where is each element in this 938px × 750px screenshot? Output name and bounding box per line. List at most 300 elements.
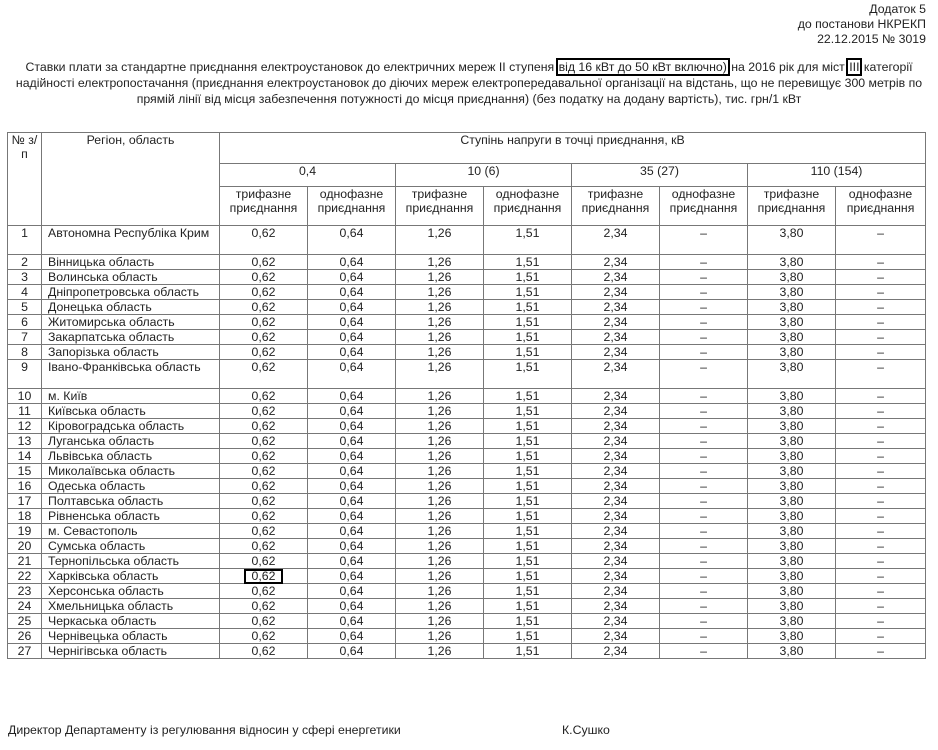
rate-cell: – — [836, 599, 926, 614]
rate-cell: – — [660, 464, 748, 479]
rate-cell: – — [660, 449, 748, 464]
rate-cell: – — [836, 464, 926, 479]
header-three-phase: трифазне приєднання — [572, 187, 660, 226]
rate-cell: 1,51 — [484, 434, 572, 449]
row-region: Чернівецька область — [42, 629, 220, 644]
rate-cell: 1,51 — [484, 614, 572, 629]
rate-cell: 2,34 — [572, 270, 660, 285]
row-number: 17 — [8, 494, 42, 509]
table-row — [8, 539, 926, 554]
rate-cell: – — [836, 345, 926, 360]
rate-cell: 1,26 — [396, 449, 484, 464]
rate-cell: 1,26 — [396, 360, 484, 389]
rate-cell: – — [836, 285, 926, 300]
rate-cell: 1,51 — [484, 270, 572, 285]
rate-cell: 1,51 — [484, 404, 572, 419]
rate-cell: – — [660, 389, 748, 404]
rate-cell: 0,62 — [220, 345, 308, 360]
rate-cell: 2,34 — [572, 599, 660, 614]
appendix-reference — [798, 2, 926, 47]
rate-cell: 1,26 — [396, 434, 484, 449]
rate-cell: 1,51 — [484, 449, 572, 464]
rate-cell: – — [836, 270, 926, 285]
row-number: 10 — [8, 389, 42, 404]
rate-cell: 1,26 — [396, 584, 484, 599]
rate-cell: 0,62 — [220, 285, 308, 300]
rate-cell: 1,51 — [484, 285, 572, 300]
row-number: 5 — [8, 300, 42, 315]
table-row — [8, 434, 926, 449]
rate-cell: – — [660, 404, 748, 419]
rate-cell: 0,64 — [308, 330, 396, 345]
header-region: Регіон, область — [42, 133, 220, 226]
rate-cell: 2,34 — [572, 360, 660, 389]
row-region: Одеська область — [42, 479, 220, 494]
header-voltage-35: 35 (27) — [572, 164, 748, 187]
rate-cell: – — [660, 614, 748, 629]
rate-cell: – — [836, 434, 926, 449]
rate-cell: 0,62 — [220, 389, 308, 404]
signatory-position: Директор Департаменту із регулювання відносин у сфері енергетики — [8, 723, 401, 737]
row-number: 14 — [8, 449, 42, 464]
rate-cell: 1,26 — [396, 255, 484, 270]
rate-cell: 1,51 — [484, 569, 572, 584]
rate-cell: 0,64 — [308, 255, 396, 270]
rate-cell: 3,80 — [748, 479, 836, 494]
rate-cell: – — [660, 494, 748, 509]
rate-cell — [220, 569, 308, 584]
rate-cell: 1,26 — [396, 554, 484, 569]
rate-cell: – — [660, 524, 748, 539]
rate-cell: – — [836, 479, 926, 494]
rate-cell: 0,64 — [308, 644, 396, 659]
rate-cell: 0,62 — [220, 629, 308, 644]
rate-cell: – — [836, 539, 926, 554]
row-region: Київська область — [42, 404, 220, 419]
row-region: Автономна Республіка Крим — [42, 226, 220, 255]
rate-cell: 0,64 — [308, 584, 396, 599]
rate-cell: 1,51 — [484, 644, 572, 659]
table-row — [8, 360, 926, 389]
rate-cell: 0,64 — [308, 419, 396, 434]
row-region: Полтавська область — [42, 494, 220, 509]
rate-cell: 0,62 — [220, 419, 308, 434]
rate-cell: 0,62 — [220, 644, 308, 659]
row-region: Сумська область — [42, 539, 220, 554]
rate-cell: 1,26 — [396, 389, 484, 404]
rate-cell: 0,62 — [220, 584, 308, 599]
row-number: 12 — [8, 419, 42, 434]
row-number: 13 — [8, 434, 42, 449]
row-region: Херсонська область — [42, 584, 220, 599]
rate-cell: 1,26 — [396, 419, 484, 434]
appendix-date: 22.12.2015 № 3019 — [817, 32, 926, 46]
rate-cell: 1,51 — [484, 524, 572, 539]
rate-cell: – — [660, 509, 748, 524]
rate-cell: 3,80 — [748, 629, 836, 644]
power-range-highlight: від 16 кВт до 50 кВт включно) — [558, 60, 727, 74]
rate-cell: 3,80 — [748, 315, 836, 330]
rate-cell: 3,80 — [748, 226, 836, 255]
caption-part-3: категорії надійності електропостачання (приєднання електроустановок до діючих мереж електропередавальної організації на відстань, що не перевищує 300 метрів по прямій лінії від місця забезпечення потужності до місця приєднання) (без податку на додану вартість), тис. грн/1 кВт — [15, 60, 923, 106]
rate-cell: 1,51 — [484, 629, 572, 644]
rate-cell: – — [836, 315, 926, 330]
rate-cell: – — [836, 389, 926, 404]
rate-cell: 0,62 — [220, 614, 308, 629]
rate-cell: 3,80 — [748, 614, 836, 629]
rate-cell: 1,26 — [396, 599, 484, 614]
caption-part-1: Ставки плати за стандартне приєднання електроустановок до електричних мереж ІІ ступеня — [25, 60, 558, 74]
rate-cell: 0,64 — [308, 300, 396, 315]
rate-cell: 1,26 — [396, 315, 484, 330]
rate-cell: 1,51 — [484, 389, 572, 404]
rate-cell: 1,26 — [396, 629, 484, 644]
row-region: Миколаївська область — [42, 464, 220, 479]
rate-cell: 0,64 — [308, 345, 396, 360]
header-voltage-110: 110 (154) — [748, 164, 926, 187]
rate-cell: 1,26 — [396, 300, 484, 315]
rate-cell: 0,64 — [308, 315, 396, 330]
rate-cell: 1,51 — [484, 330, 572, 345]
rate-cell: 3,80 — [748, 419, 836, 434]
table-row — [8, 389, 926, 404]
rate-cell: 1,26 — [396, 644, 484, 659]
rate-cell: – — [660, 539, 748, 554]
header-single-phase: однофазне приєднання — [484, 187, 572, 226]
rate-cell: 1,26 — [396, 539, 484, 554]
row-number: 6 — [8, 315, 42, 330]
table-row — [8, 315, 926, 330]
rate-cell: 3,80 — [748, 449, 836, 464]
rate-cell: 0,64 — [308, 539, 396, 554]
rate-cell: 2,34 — [572, 419, 660, 434]
rate-cell: – — [660, 226, 748, 255]
row-number: 23 — [8, 584, 42, 599]
rate-cell: 1,51 — [484, 584, 572, 599]
header-voltage-0-4: 0,4 — [220, 164, 396, 187]
rate-cell: 1,26 — [396, 614, 484, 629]
rate-cell: 1,26 — [396, 285, 484, 300]
rate-cell: 3,80 — [748, 404, 836, 419]
rate-cell: 2,34 — [572, 539, 660, 554]
rate-cell: – — [836, 255, 926, 270]
rate-cell: 3,80 — [748, 599, 836, 614]
rate-cell: 2,34 — [572, 285, 660, 300]
rate-cell: 1,26 — [396, 479, 484, 494]
rate-cell: 2,34 — [572, 315, 660, 330]
rate-cell: – — [836, 644, 926, 659]
rate-cell: 1,26 — [396, 494, 484, 509]
rate-cell: – — [660, 330, 748, 345]
rate-cell: 0,64 — [308, 285, 396, 300]
rate-cell: 3,80 — [748, 255, 836, 270]
rate-cell: – — [660, 584, 748, 599]
table-row — [8, 614, 926, 629]
rate-cell: 0,62 — [220, 449, 308, 464]
rate-cell: – — [836, 300, 926, 315]
rate-cell: 0,64 — [308, 270, 396, 285]
rate-cell: 1,51 — [484, 509, 572, 524]
rate-cell: 0,64 — [308, 629, 396, 644]
row-number: 3 — [8, 270, 42, 285]
rate-cell: – — [836, 584, 926, 599]
rate-cell: 1,51 — [484, 255, 572, 270]
rate-cell: – — [660, 419, 748, 434]
rate-cell: – — [660, 554, 748, 569]
rate-cell: – — [660, 360, 748, 389]
rate-cell: 3,80 — [748, 389, 836, 404]
rate-cell: 1,51 — [484, 479, 572, 494]
row-number: 11 — [8, 404, 42, 419]
rate-cell: 0,64 — [308, 389, 396, 404]
rate-cell: 0,62 — [220, 509, 308, 524]
table-row — [8, 285, 926, 300]
rate-cell: 0,62 — [220, 315, 308, 330]
document-caption — [8, 59, 930, 107]
rate-cell: 2,34 — [572, 524, 660, 539]
row-number: 1 — [8, 226, 42, 255]
rate-cell: 2,34 — [572, 449, 660, 464]
table-row — [8, 464, 926, 479]
row-number: 25 — [8, 614, 42, 629]
row-number: 8 — [8, 345, 42, 360]
rate-cell: 1,26 — [396, 330, 484, 345]
row-region: Дніпропетровська область — [42, 285, 220, 300]
header-voltage: Ступінь напруги в точці приєднання, кВ — [220, 133, 926, 164]
rate-cell: 1,26 — [396, 509, 484, 524]
row-number: 18 — [8, 509, 42, 524]
rate-cell: – — [836, 419, 926, 434]
row-number: 24 — [8, 599, 42, 614]
table-row — [8, 255, 926, 270]
rate-cell: 0,64 — [308, 554, 396, 569]
tariff-table — [7, 132, 926, 659]
row-region: Житомирська область — [42, 315, 220, 330]
row-region: Чернігівська область — [42, 644, 220, 659]
rate-cell: 2,34 — [572, 494, 660, 509]
rate-cell: 0,62 — [220, 524, 308, 539]
row-region: Кіровоградська область — [42, 419, 220, 434]
rate-cell: 3,80 — [748, 644, 836, 659]
header-three-phase: трифазне приєднання — [748, 187, 836, 226]
table-row — [8, 226, 926, 255]
header-single-phase: однофазне приєднання — [660, 187, 748, 226]
rate-cell: 0,62 — [220, 494, 308, 509]
rate-cell: 2,34 — [572, 226, 660, 255]
table-row — [8, 644, 926, 659]
rate-cell: 0,64 — [308, 434, 396, 449]
rate-cell: 3,80 — [748, 584, 836, 599]
row-region: Черкаська область — [42, 614, 220, 629]
rate-cell: 1,26 — [396, 569, 484, 584]
table-row — [8, 629, 926, 644]
row-region: Івано-Франківська область — [42, 360, 220, 389]
header-number: № з/п — [8, 133, 42, 226]
row-region: Рівненська область — [42, 509, 220, 524]
rate-cell: 1,51 — [484, 419, 572, 434]
signatory-name: К.Сушко — [562, 723, 610, 737]
rate-cell: – — [836, 569, 926, 584]
rate-cell: 2,34 — [572, 509, 660, 524]
highlighted-rate: 0,62 — [246, 571, 282, 582]
rate-cell: 1,51 — [484, 360, 572, 389]
row-number: 2 — [8, 255, 42, 270]
rate-cell: 3,80 — [748, 345, 836, 360]
rate-cell: 0,62 — [220, 300, 308, 315]
row-region: Донецька область — [42, 300, 220, 315]
table-row — [8, 330, 926, 345]
category-highlight: ІІІ — [849, 60, 860, 74]
row-number: 15 — [8, 464, 42, 479]
rate-cell: 2,34 — [572, 644, 660, 659]
row-region: Волинська область — [42, 270, 220, 285]
rate-cell: 1,26 — [396, 464, 484, 479]
table-row — [8, 584, 926, 599]
row-region: Львівська область — [42, 449, 220, 464]
rate-cell: – — [836, 449, 926, 464]
rate-cell: 3,80 — [748, 270, 836, 285]
rate-cell: 2,34 — [572, 614, 660, 629]
rate-cell: 0,62 — [220, 404, 308, 419]
rate-cell: 0,64 — [308, 464, 396, 479]
rate-cell: – — [660, 285, 748, 300]
rate-cell: – — [836, 226, 926, 255]
rate-cell: 1,51 — [484, 315, 572, 330]
rate-cell: 0,64 — [308, 524, 396, 539]
rate-cell: – — [836, 614, 926, 629]
row-number: 16 — [8, 479, 42, 494]
rate-cell: 2,34 — [572, 300, 660, 315]
row-number: 26 — [8, 629, 42, 644]
rate-cell: 0,64 — [308, 404, 396, 419]
rate-cell: 0,64 — [308, 569, 396, 584]
rate-cell: 1,51 — [484, 464, 572, 479]
table-row — [8, 524, 926, 539]
rate-cell: 0,64 — [308, 509, 396, 524]
rate-cell: 3,80 — [748, 539, 836, 554]
rate-cell: 1,51 — [484, 345, 572, 360]
rate-cell: – — [660, 479, 748, 494]
rate-cell: – — [836, 494, 926, 509]
table-row — [8, 419, 926, 434]
row-number: 9 — [8, 360, 42, 389]
rate-cell: – — [660, 345, 748, 360]
rate-cell: – — [660, 255, 748, 270]
rate-cell: 0,64 — [308, 449, 396, 464]
table-row — [8, 345, 926, 360]
rate-cell: 0,62 — [220, 270, 308, 285]
table-row — [8, 599, 926, 614]
rate-cell: – — [660, 629, 748, 644]
rate-cell: – — [660, 315, 748, 330]
rate-cell: 3,80 — [748, 360, 836, 389]
appendix-number: Додаток 5 — [869, 2, 926, 16]
rate-cell: 1,51 — [484, 300, 572, 315]
rate-cell: 0,64 — [308, 360, 396, 389]
rate-cell: – — [836, 554, 926, 569]
rate-cell: 1,51 — [484, 554, 572, 569]
table-row — [8, 270, 926, 285]
table-row — [8, 509, 926, 524]
rate-cell: 1,51 — [484, 539, 572, 554]
rate-cell: 3,80 — [748, 464, 836, 479]
rate-cell: – — [836, 509, 926, 524]
row-region: Тернопільська область — [42, 554, 220, 569]
row-region: Запорізька область — [42, 345, 220, 360]
rate-cell: 0,62 — [220, 226, 308, 255]
rate-cell: 2,34 — [572, 404, 660, 419]
table-row — [8, 404, 926, 419]
rate-cell: 0,62 — [220, 554, 308, 569]
row-region: Закарпатська область — [42, 330, 220, 345]
row-number: 7 — [8, 330, 42, 345]
rate-cell: 2,34 — [572, 330, 660, 345]
rate-cell: – — [836, 330, 926, 345]
rate-cell: 2,34 — [572, 389, 660, 404]
rate-cell: 3,80 — [748, 509, 836, 524]
rate-cell: 1,26 — [396, 345, 484, 360]
rate-cell: 0,62 — [220, 330, 308, 345]
rate-cell: – — [836, 629, 926, 644]
row-number: 19 — [8, 524, 42, 539]
rate-cell: 1,26 — [396, 226, 484, 255]
rate-cell: – — [836, 404, 926, 419]
rate-cell: 0,64 — [308, 226, 396, 255]
rate-cell: 0,62 — [220, 479, 308, 494]
appendix-resolution: до постанови НКРЕКП — [797, 17, 926, 31]
rate-cell: 1,51 — [484, 226, 572, 255]
table-row — [8, 449, 926, 464]
rate-cell: 2,34 — [572, 464, 660, 479]
table-row — [8, 479, 926, 494]
rate-cell: 0,64 — [308, 599, 396, 614]
rate-cell: – — [836, 524, 926, 539]
rate-cell: 3,80 — [748, 434, 836, 449]
rate-cell: 2,34 — [572, 434, 660, 449]
rate-cell: 2,34 — [572, 629, 660, 644]
rate-cell: 0,64 — [308, 479, 396, 494]
rate-cell: 2,34 — [572, 569, 660, 584]
rate-cell: 0,62 — [220, 599, 308, 614]
table-row — [8, 494, 926, 509]
row-region: Харківська область — [42, 569, 220, 584]
header-single-phase: однофазне приєднання — [836, 187, 926, 226]
rate-cell: – — [660, 569, 748, 584]
rate-cell: 0,64 — [308, 494, 396, 509]
rate-cell: 2,34 — [572, 584, 660, 599]
rate-cell: 1,51 — [484, 494, 572, 509]
row-number: 20 — [8, 539, 42, 554]
rate-cell: 3,80 — [748, 554, 836, 569]
rate-cell: 0,62 — [220, 360, 308, 389]
rate-cell: 0,62 — [220, 434, 308, 449]
row-number: 21 — [8, 554, 42, 569]
row-region: м. Севастополь — [42, 524, 220, 539]
rate-cell: 2,34 — [572, 345, 660, 360]
rate-cell: 1,26 — [396, 524, 484, 539]
row-number: 4 — [8, 285, 42, 300]
rate-cell: 3,80 — [748, 330, 836, 345]
row-region: м. Київ — [42, 389, 220, 404]
row-region: Вінницька область — [42, 255, 220, 270]
rate-cell: 2,34 — [572, 554, 660, 569]
rate-cell: 1,26 — [396, 404, 484, 419]
table-row — [8, 569, 926, 584]
rate-cell: – — [660, 644, 748, 659]
table-row — [8, 554, 926, 569]
rate-cell: – — [660, 270, 748, 285]
row-number: 22 — [8, 569, 42, 584]
